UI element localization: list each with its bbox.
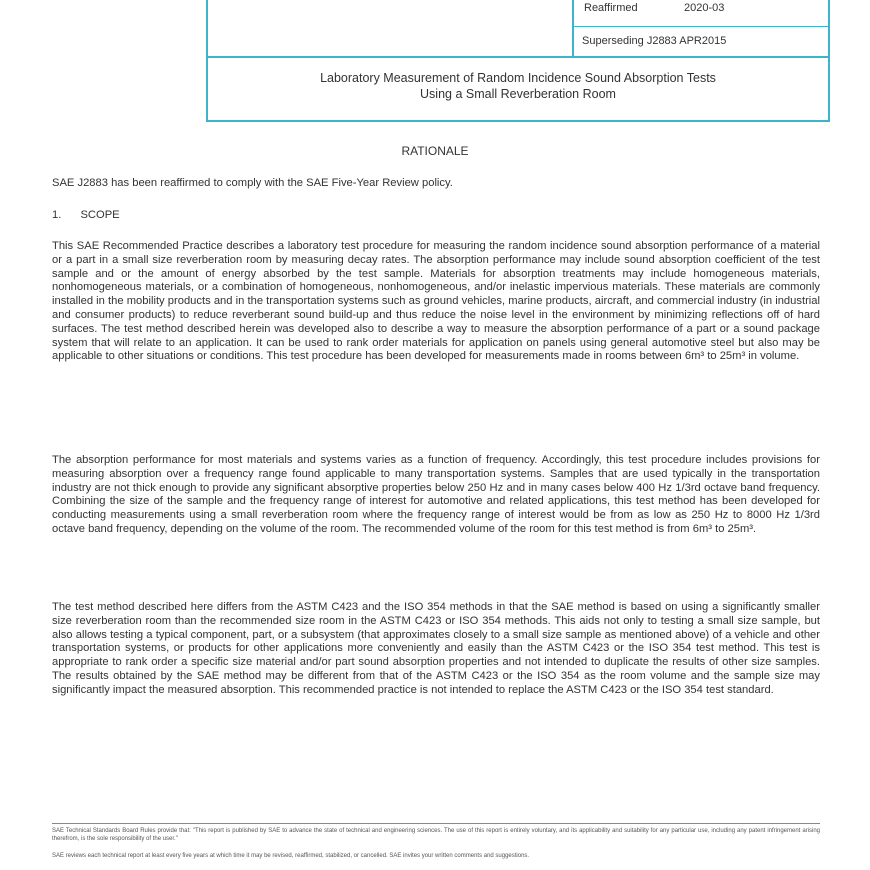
scope-paragraph-1: This SAE Recommended Practice describes a laboratory test procedure for measuring the random incidence sound absorption performance of a material or a part in a small size reverberation room by measuring decay rates. The absorption performance may include sound absorption coefficient of the test sample and or the amount of energy absorbed by the test sample. Materials for absorption treatments may include homogeneous materials, nonhomogeneous materials, or a combination of homogeneous, nonhomogeneous, and/or inelastic impervious materials. These materials are commonly installed in the mobility products and in the transportation systems such as ground vehicles, marine products, aircraft, and commercial industry (in industrial and consumer products) to reduce reverberant sound build-up and thus reduce the noise level in the environment by minimizing reflections off of hard surfaces. The test method described herein was developed also to describe a way to measure the absorption performance of a part or a sound package system that will relate to an application. It can be used to rank order materials for application on panels using general automotive steel but also may be applicable to other situations or conditions. This test procedure has been developed for measurements made in rooms between 6m³ to 25m³ in volume. bbox=[52, 240, 820, 363]
document-title bbox=[208, 70, 828, 102]
footer-notice-2: SAE reviews each technical report at least every five years at which time it may be revised, reaffirmed, stabilized, or cancelled. SAE invites your written comments and suggestions. bbox=[52, 853, 530, 859]
footer-notice-1: SAE Technical Standards Board Rules provide that: "This report is published by SAE to advance the state of technical and engineering sciences. The use of this report is entirely voluntary, and its applicability and suitability for any particular use, including any patent infringement arising therefrom, is the sole responsibility of the user." bbox=[52, 828, 820, 842]
superseding-note: Superseding J2883 APR2015 bbox=[582, 35, 727, 47]
scope-paragraph-2: The absorption performance for most materials and systems varies as a function of frequency. Accordingly, this test procedure includes provisions for measuring absorption over a frequency range found applicable to many transportation systems. Samples that are used typically in the transportation industry are not thick enough to provide any significant absorptive properties below 250 Hz and in many cases below 400 Hz 1/3rd octave band frequency. Combining the size of the sample and the frequency range of interest for automotive and related applications, this test method has been developed for conducting measurements using a small reverberation room where the frequency range of interest would be from as low as 250 Hz to 8000 Hz 1/3rd octave band frequency, depending on the volume of the room. The recommended volume of the room for this test method is from 6m³ to 25m³. bbox=[52, 454, 820, 535]
scope-title: SCOPE bbox=[80, 209, 120, 221]
reaffirmed-label: Reaffirmed bbox=[584, 2, 638, 14]
scope-paragraph-3: The test method described here differs from the ASTM C423 and the ISO 354 methods in that the SAE method is based on using a significantly smaller size reverberation room than the recommended size room in the ASTM C423 or ISO 354 methods. This aids not only to testing a small size sample, but also allows testing a typical component, part, or a subsystem (that approximates closely to a small size sample as mentioned above) of a vehicle and other transportation systems, or products for other applications more conveniently and easily than the ASTM C423 or the ISO 354 test method. This test is appropriate to rank order a specific size material and/or part sound absorption properties and not intended to duplicate the results of other size samples. The results obtained by the SAE method may be different from that of the ASTM C423 or the ISO 354 as the room volume and the sample size may significantly impact the measured absorption. This recommended practice is not intended to replace the ASTM C423 or the ISO 354 test standard. bbox=[52, 601, 820, 696]
rationale-text: SAE J2883 has been reaffirmed to comply with the SAE Five-Year Review policy. bbox=[52, 177, 453, 189]
header-divider-vertical bbox=[572, 0, 574, 56]
scope-heading bbox=[52, 209, 820, 221]
title-line-1: Laboratory Measurement of Random Incidence Sound Absorption Tests bbox=[320, 71, 716, 85]
title-line-2: Using a Small Reverberation Room bbox=[420, 87, 616, 101]
rationale-heading: RATIONALE bbox=[401, 144, 469, 158]
scope-number: 1. bbox=[52, 209, 62, 221]
footer-rule bbox=[52, 823, 820, 824]
reaffirmed-date: 2020-03 bbox=[684, 2, 725, 14]
header-divider-horizontal bbox=[572, 26, 828, 27]
document-header bbox=[206, 0, 830, 122]
header-title-divider bbox=[208, 56, 828, 58]
